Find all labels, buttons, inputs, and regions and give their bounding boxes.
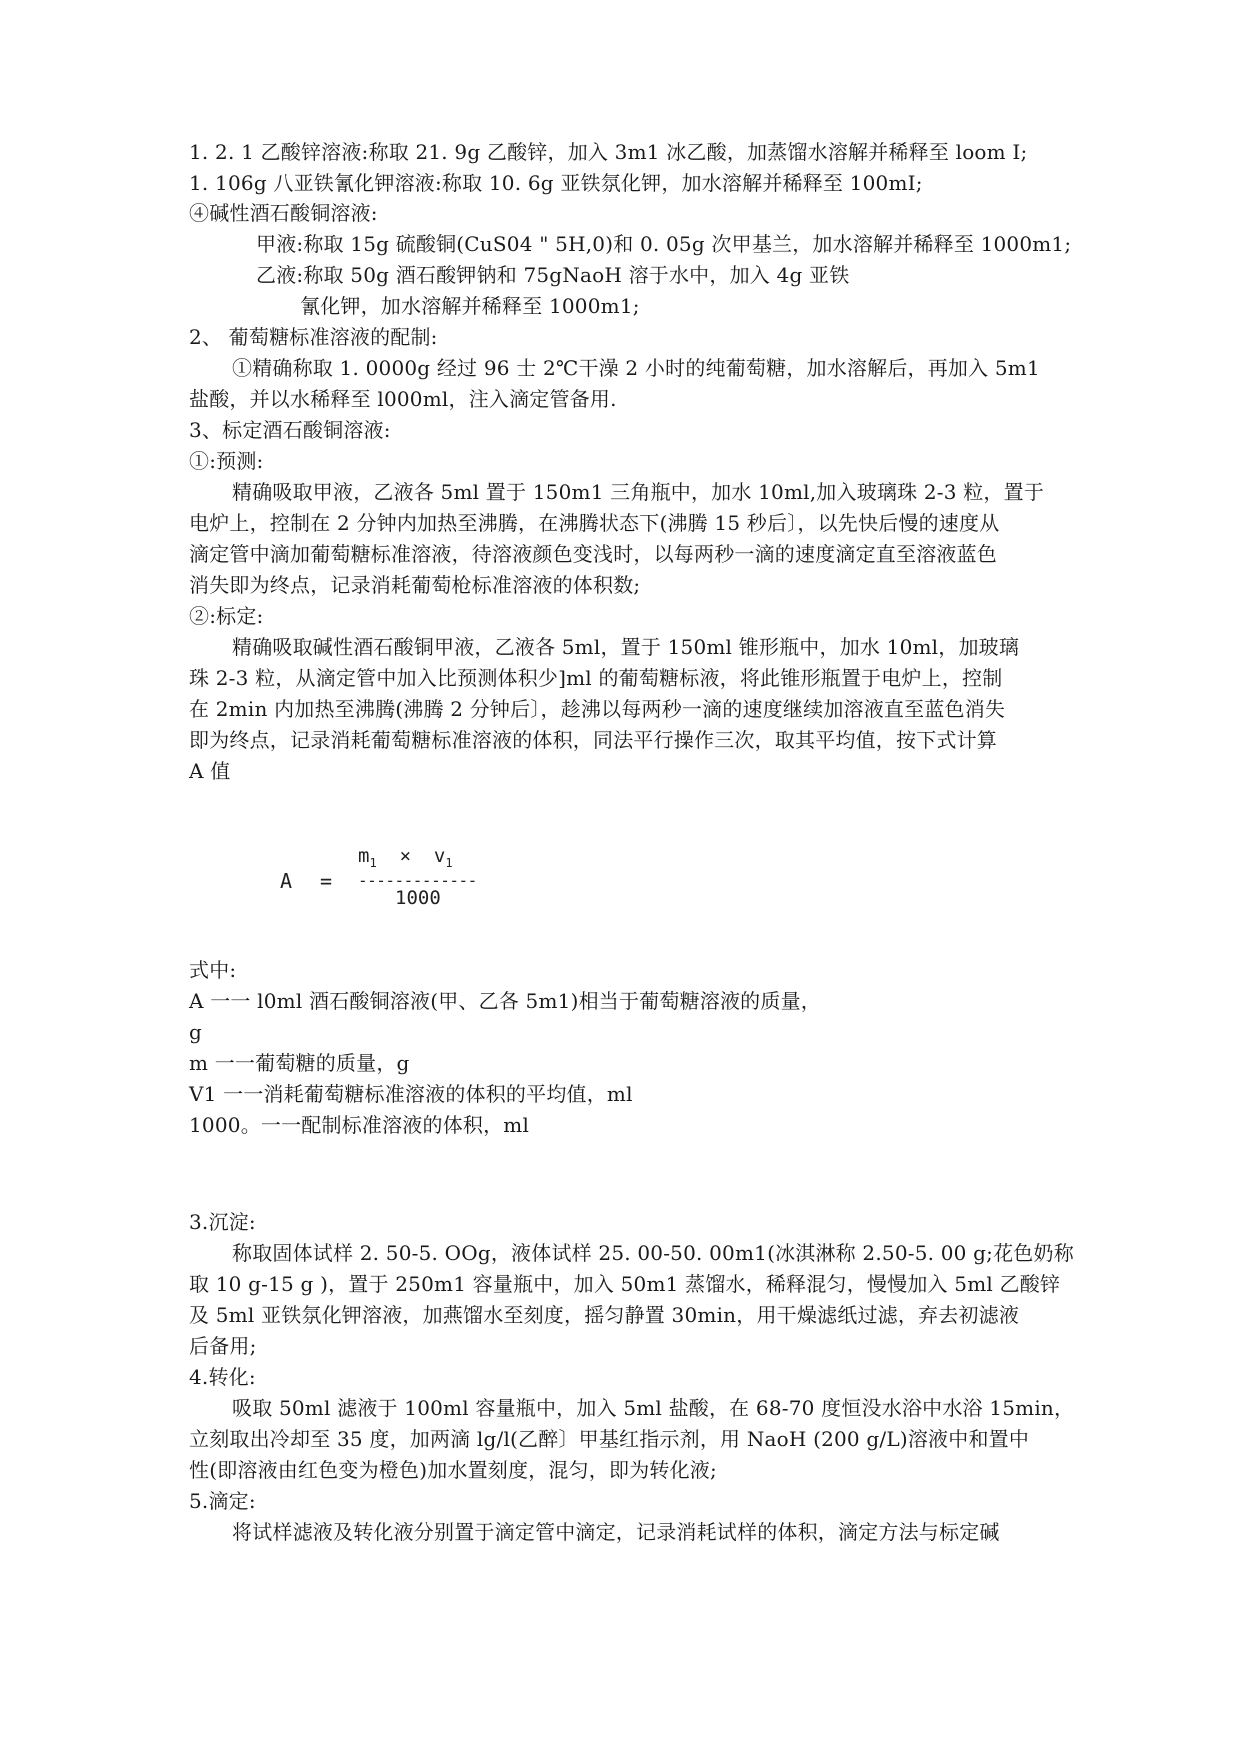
text-line: 将试样滤液及转化液分别置于滴定管中滴定，记录消耗试样的体积，滴定方法与标定碱 [232, 1520, 1000, 1544]
text-line: 精确吸取碱性酒石酸铜甲液，乙液各 5ml，置于 150ml 锥形瓶中，加水 10ml，加玻璃 [232, 635, 1020, 659]
text-line: 立刻取出冷却至 35 度，加两滴 lg/l(乙醉〕甲基红指示剂，用 NaoH (200 g/L)溶液中和置中 [189, 1427, 1030, 1451]
text-line: 消失即为终点，记录消耗葡萄枪标准溶液的体积数; [189, 573, 641, 597]
text-line: 氰化钾，加水溶解并稀释至 1000m1; [300, 294, 640, 318]
text-line: 取 10 g-15 g )，置于 250m1 容量瓶中，加入 50m1 蒸馏水，稀释混匀，慢慢加入 5ml 乙酸锌 [189, 1272, 1061, 1296]
subsection-heading: ②:标定: [189, 604, 264, 628]
text-line: 盐酸，并以水稀释至 l000ml，注入滴定管备用. [189, 387, 617, 411]
text-line: V1 一一消耗葡萄糖标准溶液的体积的平均值，ml [189, 1082, 633, 1106]
text-line: 性(即溶液由红色变为橙色)加水置刻度，混匀，即为转化液; [189, 1458, 717, 1482]
text-line: 在 2min 内加热至沸腾(沸腾 2 分钟后〕，趁沸以每两秒一滴的速度继续加溶液直至蓝色消失 [189, 697, 1006, 721]
text-line: A 一一 l0ml 酒石酸铜溶液(甲、乙各 5m1)相当于葡萄糖溶液的质量， [189, 989, 821, 1013]
section-heading: 式中: [189, 958, 237, 982]
section-heading: 4.转化: [189, 1365, 256, 1389]
section-heading: 3.沉淀: [189, 1210, 256, 1234]
subsection-heading: ①:预测: [189, 449, 264, 473]
text-line: m 一一葡萄糖的质量，g [189, 1051, 410, 1075]
formula-lhs: A [280, 869, 293, 893]
text-line: 1. 106g 八亚铁氰化钾溶液:称取 10. 6g 亚铁氛化钾，加水溶解并稀释至 100mI; [189, 171, 923, 195]
text-line: g [189, 1020, 203, 1044]
formula-denominator: 1000 [395, 887, 441, 909]
text-line: 电炉上，控制在 2 分钟内加热至沸腾，在沸腾状态下(沸腾 15 秒后〕，以先快后慢的速度从 [189, 511, 1000, 535]
formula-numerator: $m_1 \times v_1$ [358, 845, 453, 870]
formula-fraction-bar: ------------- [358, 871, 477, 890]
text-line: 1. 2. 1 乙酸锌溶液:称取 21. 9g 乙酸锌，加入 3m1 冰乙酸，加蒸馏水溶解并稀释至 loom I; [189, 140, 1028, 164]
text-line: 称取固体试样 2. 50-5. OOg，液体试样 25. 00-50. 00m1(冰淇淋称 2.50-5. 00 g;花色奶称 [232, 1241, 1074, 1265]
formula [280, 845, 560, 915]
text-line: 后备用; [189, 1334, 257, 1358]
text-line: A 值 [189, 759, 231, 783]
text-line: 珠 2-3 粒，从滴定管中加入比预测体积少]ml 的葡萄糖标液，将此锥形瓶置于电炉上，控制 [189, 666, 1003, 690]
formula-equals: = [320, 869, 333, 893]
text-line: 乙液:称取 50g 酒石酸钾钠和 75gNaoH 溶于水中，加入 4g 亚铁 [256, 263, 850, 287]
text-line: 滴定管中滴加葡萄糖标准溶液，待溶液颜色变浅时，以每两秒一滴的速度滴定直至溶液蓝色 [189, 542, 997, 566]
text-line: 吸取 50ml 滤液于 100ml 容量瓶中，加入 5ml 盐酸，在 68-70 度恒没水浴中水浴 15min， [232, 1396, 1075, 1420]
text-line: 1000。一一配制标准溶液的体积，ml [189, 1113, 530, 1137]
section-heading: ④碱性酒石酸铜溶液: [189, 201, 378, 225]
text-line: 甲液:称取 15g 硫酸铜(CuS04 " 5H,0)和 0. 05g 次甲基兰，加水溶解并稀释至 1000m1; [256, 232, 1072, 256]
text-line: 即为终点，记录消耗葡萄糖标准溶液的体积，同法平行操作三次，取其平均值，按下式计算 [189, 728, 997, 752]
section-heading: 3、标定酒石酸铜溶液: [189, 418, 391, 442]
text-line: ①精确称取 1. 0000g 经过 96 士 2℃干澡 2 小时的纯葡萄糖，加水溶解后，再加入 5m1 [232, 356, 1040, 380]
text-line: 及 5ml 亚铁氛化钾溶液，加燕馏水至刻度，摇匀静置 30min，用干燥滤纸过滤，弃去初滤液 [189, 1303, 1020, 1327]
text-line: 精确吸取甲液，乙液各 5ml 置于 150m1 三角瓶中，加水 10ml,加入玻璃珠 2-3 粒，置于 [232, 480, 1045, 504]
section-heading: 5.滴定: [189, 1489, 256, 1513]
section-heading: 2、 葡萄糖标准溶液的配制: [189, 325, 438, 349]
